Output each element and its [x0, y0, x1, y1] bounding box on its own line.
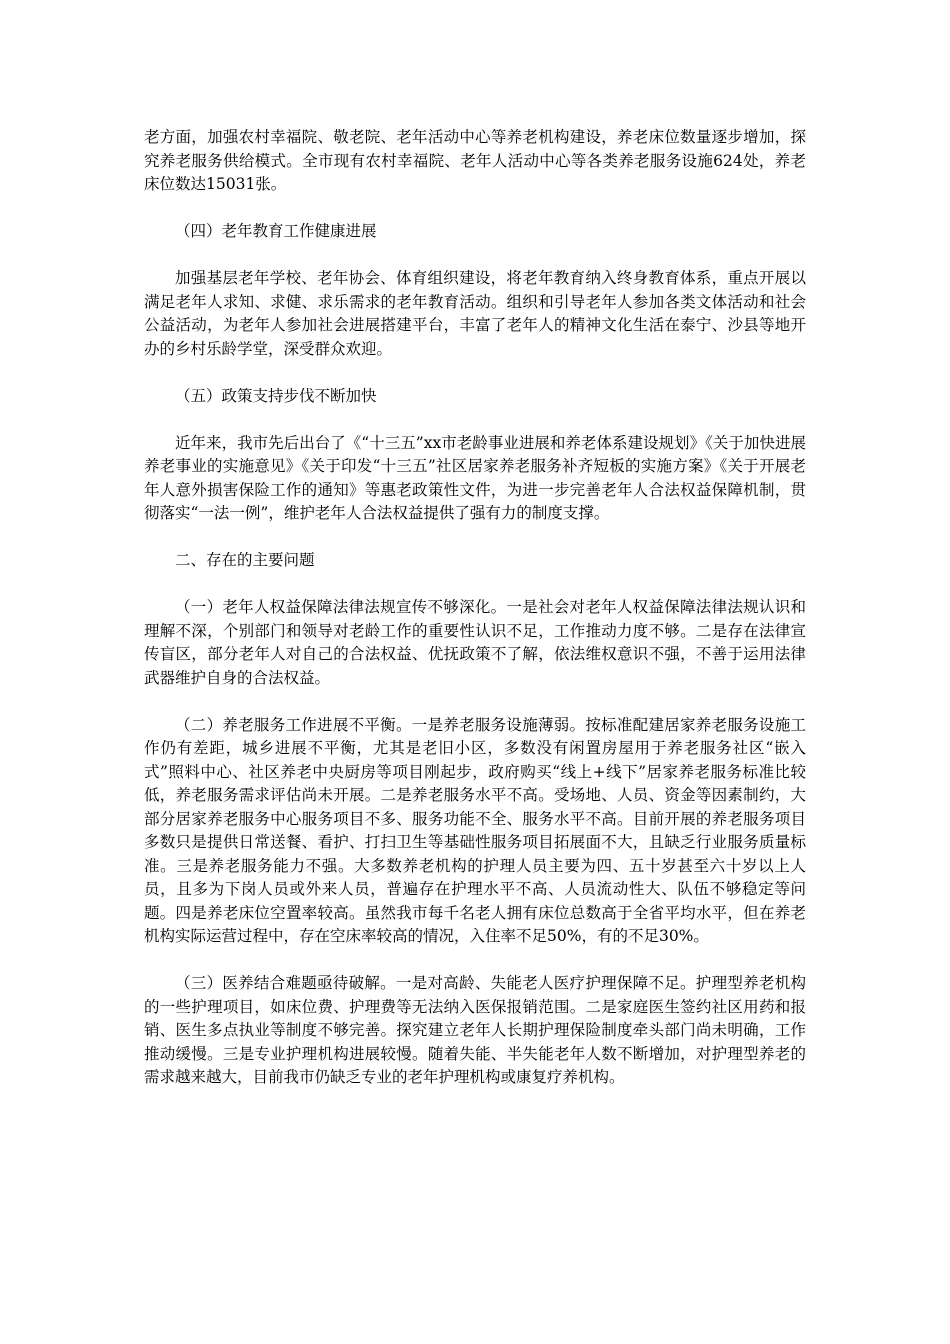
- document-page: [144, 126, 806, 1090]
- paragraph-policy: 近年来，我市先后出台了《“十三五”xx市老龄事业进展和养老体系建设规划》《关于加快进展养老事业的实施意见》《关于印发“十三五”社区居家养老服务补齐短板的实施方案》《关于开展老年人意外损害保险工作的通知》等惠老政策性文件，为进一步完善老年人合法权益保障机制，贯彻落实“一法一例”，维护老年人合法权益提供了强有力的制度支撑。: [144, 433, 806, 522]
- paragraph-education: 加强基层老年学校、老年协会、体育组织建设，将老年教育纳入终身教育体系，重点开展以满足老年人求知、求健、求乐需求的老年教育活动。组织和引导老年人参加各类文体活动和社会公益活动，为老年人参加社会进展搭建平台，丰富了老年人的精神文化生活在泰宁、沙县等地开办的乡村乐龄学堂，深受群众欢迎。: [144, 269, 806, 358]
- section-heading-5: （五）政策支持步伐不断加快: [175, 386, 377, 405]
- paragraph-problem-2: （二）养老服务工作进展不平衡。一是养老服务设施薄弱。按标准配建居家养老服务设施工作仍有差距，城乡进展不平衡，尤其是老旧小区，多数没有闲置房屋用于养老服务社区“嵌入式”照料中心、社区养老中央厨房等项目刚起步，政府购买“线上+线下”居家养老服务标准比较低，养老服务需求评估尚未开展。二是养老服务水平不高。受场地、人员、资金等因素制约，大部分居家养老服务中心服务项目不多、服务功能不全、服务水平不高。目前开展的养老服务项目多数只是提供日常送餐、看护、打扫卫生等基础性服务项目拓展面不大，且缺乏行业服务质量标准。三是养老服务能力不强。大多数养老机构的护理人员主要为四、五十岁甚至六十岁以上人员，且多为下岗人员或外来人员，普遍存在护理水平不高、人员流动性大、队伍不够稳定等问题。四是养老床位空置率较高。虽然我市每千名老人拥有床位总数高于全省平均水平，但在养老机构实际运营过程中，存在空床率较高的情况，入住率不足50%，有的不足30%。: [144, 715, 806, 945]
- section-heading-4: （四）老年教育工作健康进展: [175, 222, 377, 240]
- section-heading-problems: 二、存在的主要问题: [175, 551, 315, 569]
- paragraph-problem-3: （三）医养结合难题亟待破解。一是对高龄、失能老人医疗护理保障不足。护理型养老机构的一些护理项目，如床位费、护理费等无法纳入医保报销范围。二是家庭医生签约社区用药和报销、医生多点执业等制度不够完善。探究建立老年人长期护理保险制度牵头部门尚未明确，工作推动缓慢。三是专业护理机构进展较慢。随着失能、半失能老年人数不断增加，对护理型养老的需求越来越大，目前我市仍缺乏专业的老年护理机构或康复疗养机构。: [144, 974, 806, 1086]
- paragraph-problem-1: （一）老年人权益保障法律法规宣传不够深化。一是社会对老年人权益保障法律法规认识和理解不深，个别部门和领导对老龄工作的重要性认识不足，工作推动力度不够。二是存在法律宣传盲区，部分老年人对自己的合法权益、优抚政策不了解，依法维权意识不强，不善于运用法律武器维护自身的合法权益。: [144, 598, 806, 687]
- paragraph-continuation: 老方面，加强农村幸福院、敬老院、老年活动中心等养老机构建设，养老床位数量逐步增加，探究养老服务供给模式。全市现有农村幸福院、老年人活动中心等各类养老服务设施624处，养老床位数达15031张。: [144, 128, 806, 193]
